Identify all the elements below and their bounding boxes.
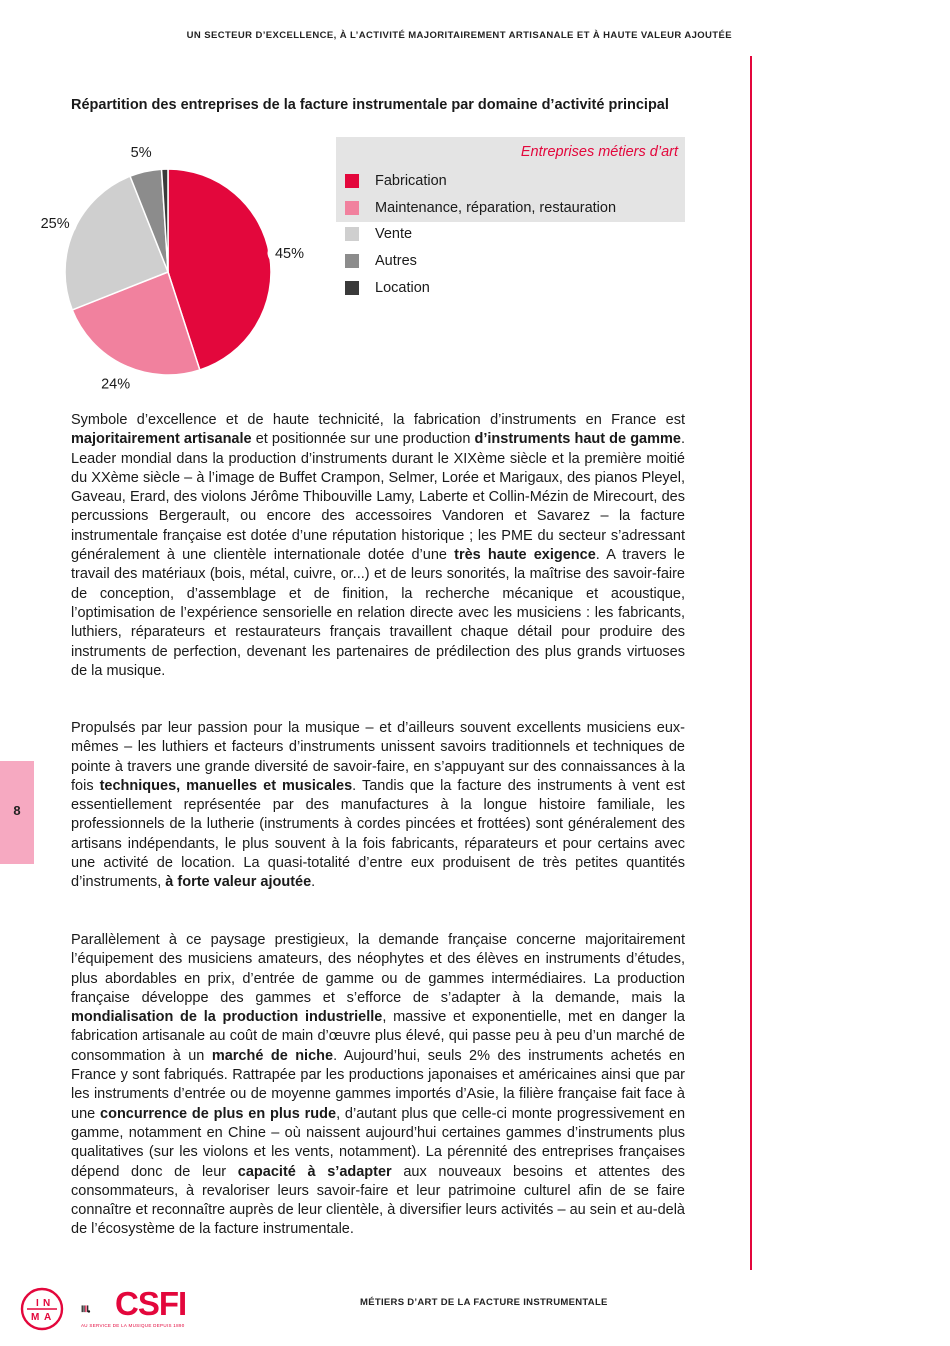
- svg-text:I: I: [36, 1298, 39, 1309]
- csfi-tagline: AU SERVICE DE LA MUSIQUE DEPUIS 1890: [81, 1323, 185, 1328]
- svg-text:A: A: [44, 1312, 52, 1323]
- emphasis-text: mondialisation de la production industrielle: [71, 1009, 383, 1026]
- legend-item: [345, 198, 616, 218]
- emphasis-text: marché de niche: [211, 1047, 334, 1064]
- emphasis-text: d’instruments haut de gamme: [474, 431, 681, 448]
- emphasis-text: techniques, manuelles et musicales: [99, 777, 353, 794]
- csfi-logo-text: CSFI: [115, 1285, 187, 1322]
- paragraph-3: [71, 931, 685, 1240]
- legend-label: Location: [375, 280, 430, 296]
- text-run: . A travers le travail des matériaux (bois, métal, cuivre, or...) et de leurs sonorités, la maîtrise des savoir-faire de conception, d’assemblage et de finition, la recherche mécanique et acoustique, l’optimisation de l’expérience sensorielle en relation directe avec les musiciens : les fabricants, luthiers, réparateurs et restaurateurs français travaillent chaque détail pour produire des instruments de perfection, devenant les partenaires de prédilection des plus grands virtuoses de la musique.: [71, 547, 685, 679]
- emphasis-text: majoritairement artisanale: [71, 431, 252, 448]
- emphasis-text: capacité à s’adapter: [237, 1163, 392, 1180]
- inma-logo: [19, 1286, 65, 1332]
- legend-label: Fabrication: [375, 173, 447, 189]
- chart-title: Répartition des entreprises de la facture instrumentale par domaine d’activité principal: [71, 97, 669, 113]
- legend-swatch: [345, 174, 359, 188]
- legend-label: Autres: [375, 253, 417, 269]
- page-number: 8: [13, 803, 21, 818]
- text-run: . Aujourd’hui, seuls 2% des instruments achetés en France y sont fabriqués. Rattrapée par les productions japonaises et américaines ainsi que par les instruments d’entrée ou de moyenne gammes importés d’Asie, la filière française fait face à une: [71, 1047, 685, 1122]
- pie-data-label-0: 45%: [274, 245, 305, 262]
- text-run: aux nouveaux besoins et attentes des consommateurs, à revaloriser leurs savoir-faire et leur patrimoine culturel afin de se faire connaître et reconnaître auprès de leur clientèle, à diversifier leurs activités – au sein et au-delà de l’écosystème de la facture instrumentale.: [71, 1163, 685, 1238]
- legend-item: [345, 171, 447, 191]
- pie-data-label-1: 24%: [101, 376, 131, 393]
- legend-label: Vente: [375, 226, 413, 242]
- running-header: UN SECTEUR D’EXCELLENCE, À L’ACTIVITÉ MAJORITAIREMENT ARTISANALE ET À HAUTE VALEUR AJOUTÉE: [186, 30, 732, 41]
- legend-swatch: [345, 201, 359, 215]
- text-run: Parallèlement à ce paysage prestigieux, la demande française concerne majoritairement l’équipement des musiciens amateurs, des néophytes et des élèves en instruments d’études, plus abordables en prix, d’entrée de gamme ou de gammes intermédiaires. La production française développe des gammes et s’efforce de s’adapter à la demande, mais la: [71, 932, 685, 1006]
- text-run: Propulsés par leur passion pour la musique – et d’ailleurs souvent excellents musiciens eux-mêmes – les luthiers et facteurs d’instruments unissent savoirs traditionnels et techniques de pointe à travers une grande diversité de savoir-faire, en s’appuyant sur des connaissances à la fois: [71, 720, 685, 794]
- footer-title: MÉTIERS D’ART DE LA FACTURE INSTRUMENTALE: [360, 1297, 608, 1308]
- legend-item: [345, 224, 412, 244]
- text-run: , d’autant plus que celle-ci monte progressivement en gamme, notamment en Chine – où naissent aujourd’hui certaines gammes d’instruments plus qualitatives (sur les violons et les vents, notamment). La pérennité des entreprises françaises dépend donc de leur: [71, 1105, 686, 1180]
- legend-swatch: [345, 281, 359, 295]
- pie-data-label-2: 25%: [40, 216, 70, 233]
- legend-title: Entreprises métiers d’art: [520, 144, 678, 160]
- legend-swatch: [345, 254, 359, 268]
- text-run: . Tandis que la facture des instruments à vent est essentiellement représentée par des manufactures à la longue histoire familiale, les professionnels de la lutherie (instruments à cordes pincées et frottées) sont généralement des artisans indépendants, le plus souvent à la fois fabricants, réparateurs et pour certains avec une activité de location. La quasi-totalité d’entre eux produisent de très petites quantités d’instruments,: [71, 777, 685, 891]
- paragraph-2: [71, 719, 685, 893]
- pie-data-label-3: 5%: [130, 144, 152, 161]
- legend-item: [345, 278, 430, 298]
- text-run: . Leader mondial dans la production d’instruments durant le XIXème siècle et la première moitié du XXème siècle – à l’image de Buffet Crampon, Selmer, Lorée et Marigaux, des pianos Pleyel, Gaveau, Erard, des violons Jérôme Thibouville Lamy, Laberte et Collin-Mézin de Mirecourt, des percussions Bergerault, ou encore des accessoires Vandoren et Savarez – la facture instrumentale française est dotée d’une réputation historique ; les PME du secteur s’adressant généralement à une clientèle internationale dotée d’une: [71, 431, 685, 564]
- legend-item: [345, 251, 417, 271]
- svg-text:N: N: [43, 1298, 51, 1309]
- emphasis-text: à forte valeur ajoutée: [165, 874, 312, 891]
- paragraph-1: [71, 411, 685, 681]
- text-run: et positionnée sur une production: [251, 431, 475, 448]
- svg-text:M: M: [31, 1312, 40, 1323]
- text-run: Symbole d’excellence et de haute technicité, la fabrication d’instruments en France est: [71, 412, 685, 428]
- legend-swatch: [345, 227, 359, 241]
- emphasis-text: concurrence de plus en plus rude: [100, 1105, 337, 1122]
- text-run: .: [311, 874, 316, 891]
- text-run: , massive et exponentielle, met en danger la fabrication artisanale au coût de main d’œuvre plus élevé, qui passe peu à peu d’un marché de consommation à un: [71, 1009, 685, 1064]
- emphasis-text: très haute exigence: [454, 547, 596, 564]
- legend-label: Maintenance, réparation, restauration: [375, 200, 617, 216]
